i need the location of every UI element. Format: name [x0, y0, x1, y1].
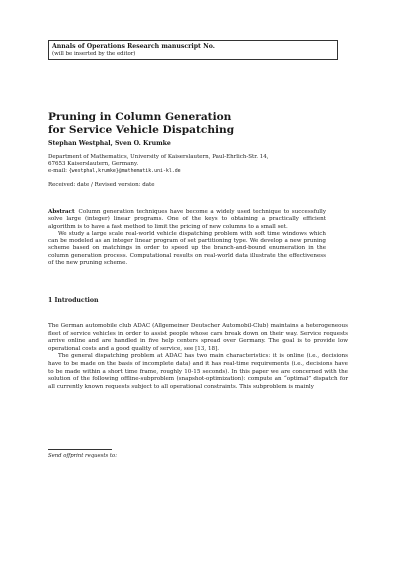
abstract-label: Abstract [48, 209, 75, 215]
journal-header-box [48, 40, 338, 60]
address: 67653 Kaiserslautern, Germany. [48, 161, 139, 168]
journal-title: Annals of Operations Research manuscript No. [52, 43, 215, 50]
paper-title [48, 111, 234, 137]
footnote-rule [48, 449, 112, 450]
authors: Stephan Westphal, Sven O. Krumke [48, 140, 171, 147]
section-heading: 1 Introduction [48, 297, 99, 304]
introduction-body [48, 323, 348, 391]
editor-note: (will be inserted by the editor) [52, 50, 136, 57]
intro-paragraph-1: The German automobile club ADAC (Allgemeiner Deutscher Automobil-Club) maintains a heterogeneous fleet of service vehicles in order to assist people whose cars break down on their way. Service requests arrive online and are handled in five help centers spread over Germany. The goal is to provide low operational costs and a good quality of service, see [13, 18]. [48, 323, 348, 352]
abstract-paragraph-1 [48, 209, 326, 231]
received-line: Received: date / Revised version: date [48, 182, 155, 188]
email-line [48, 168, 348, 175]
footnote: Send offprint requests to: [48, 453, 117, 459]
abstract-paragraph-2: We study a large scale real-world vehicle dispatching problem with soft time windows which can be modeled as an integer linear program of set partitioning type. We develop a new pruning scheme based on matchings in order to speed up the branch-and-bound enumeration in the column generation process. Computational results on real-world data illustrate the effectiveness of the new pruning scheme. [48, 230, 326, 267]
title-line-2: for Service Vehicle Dispatching [48, 124, 235, 136]
abstract [48, 209, 326, 267]
affiliation-block [48, 154, 348, 176]
email-address[interactable]: {westphal,krumke}@mathematik.uni-kl.de [68, 168, 181, 175]
title-line-1: Pruning in Column Generation [48, 111, 232, 123]
email-label: e-mail: [48, 168, 67, 175]
affiliation: Department of Mathematics, University of Kaiserslautern, Paul-Ehrlich-Str. 14, [48, 154, 269, 160]
intro-paragraph-2: The general dispatching problem at ADAC has two main characteristics: it is online (i.e., decisions have to be made on the basis of incomplete data) and it has real-time requirements (i.e., decisions have to be made within a short time frame, roughly 10-15 seconds). In this paper we are concerned with the solution of the following offline-subproblem (snapshot-optimization): compute an “optimal” dispatch for all currently known requests subject to all operational constraints. This subproblem is mainly [48, 353, 348, 390]
abstract-text-1: Column generation techniques have become a widely used technique to successfully solve large (integer) linear programs. One of the keys to obtaining a practically efficient algorithm is to have a fast method to limit the pricing of new columns to a small set. [48, 209, 326, 230]
